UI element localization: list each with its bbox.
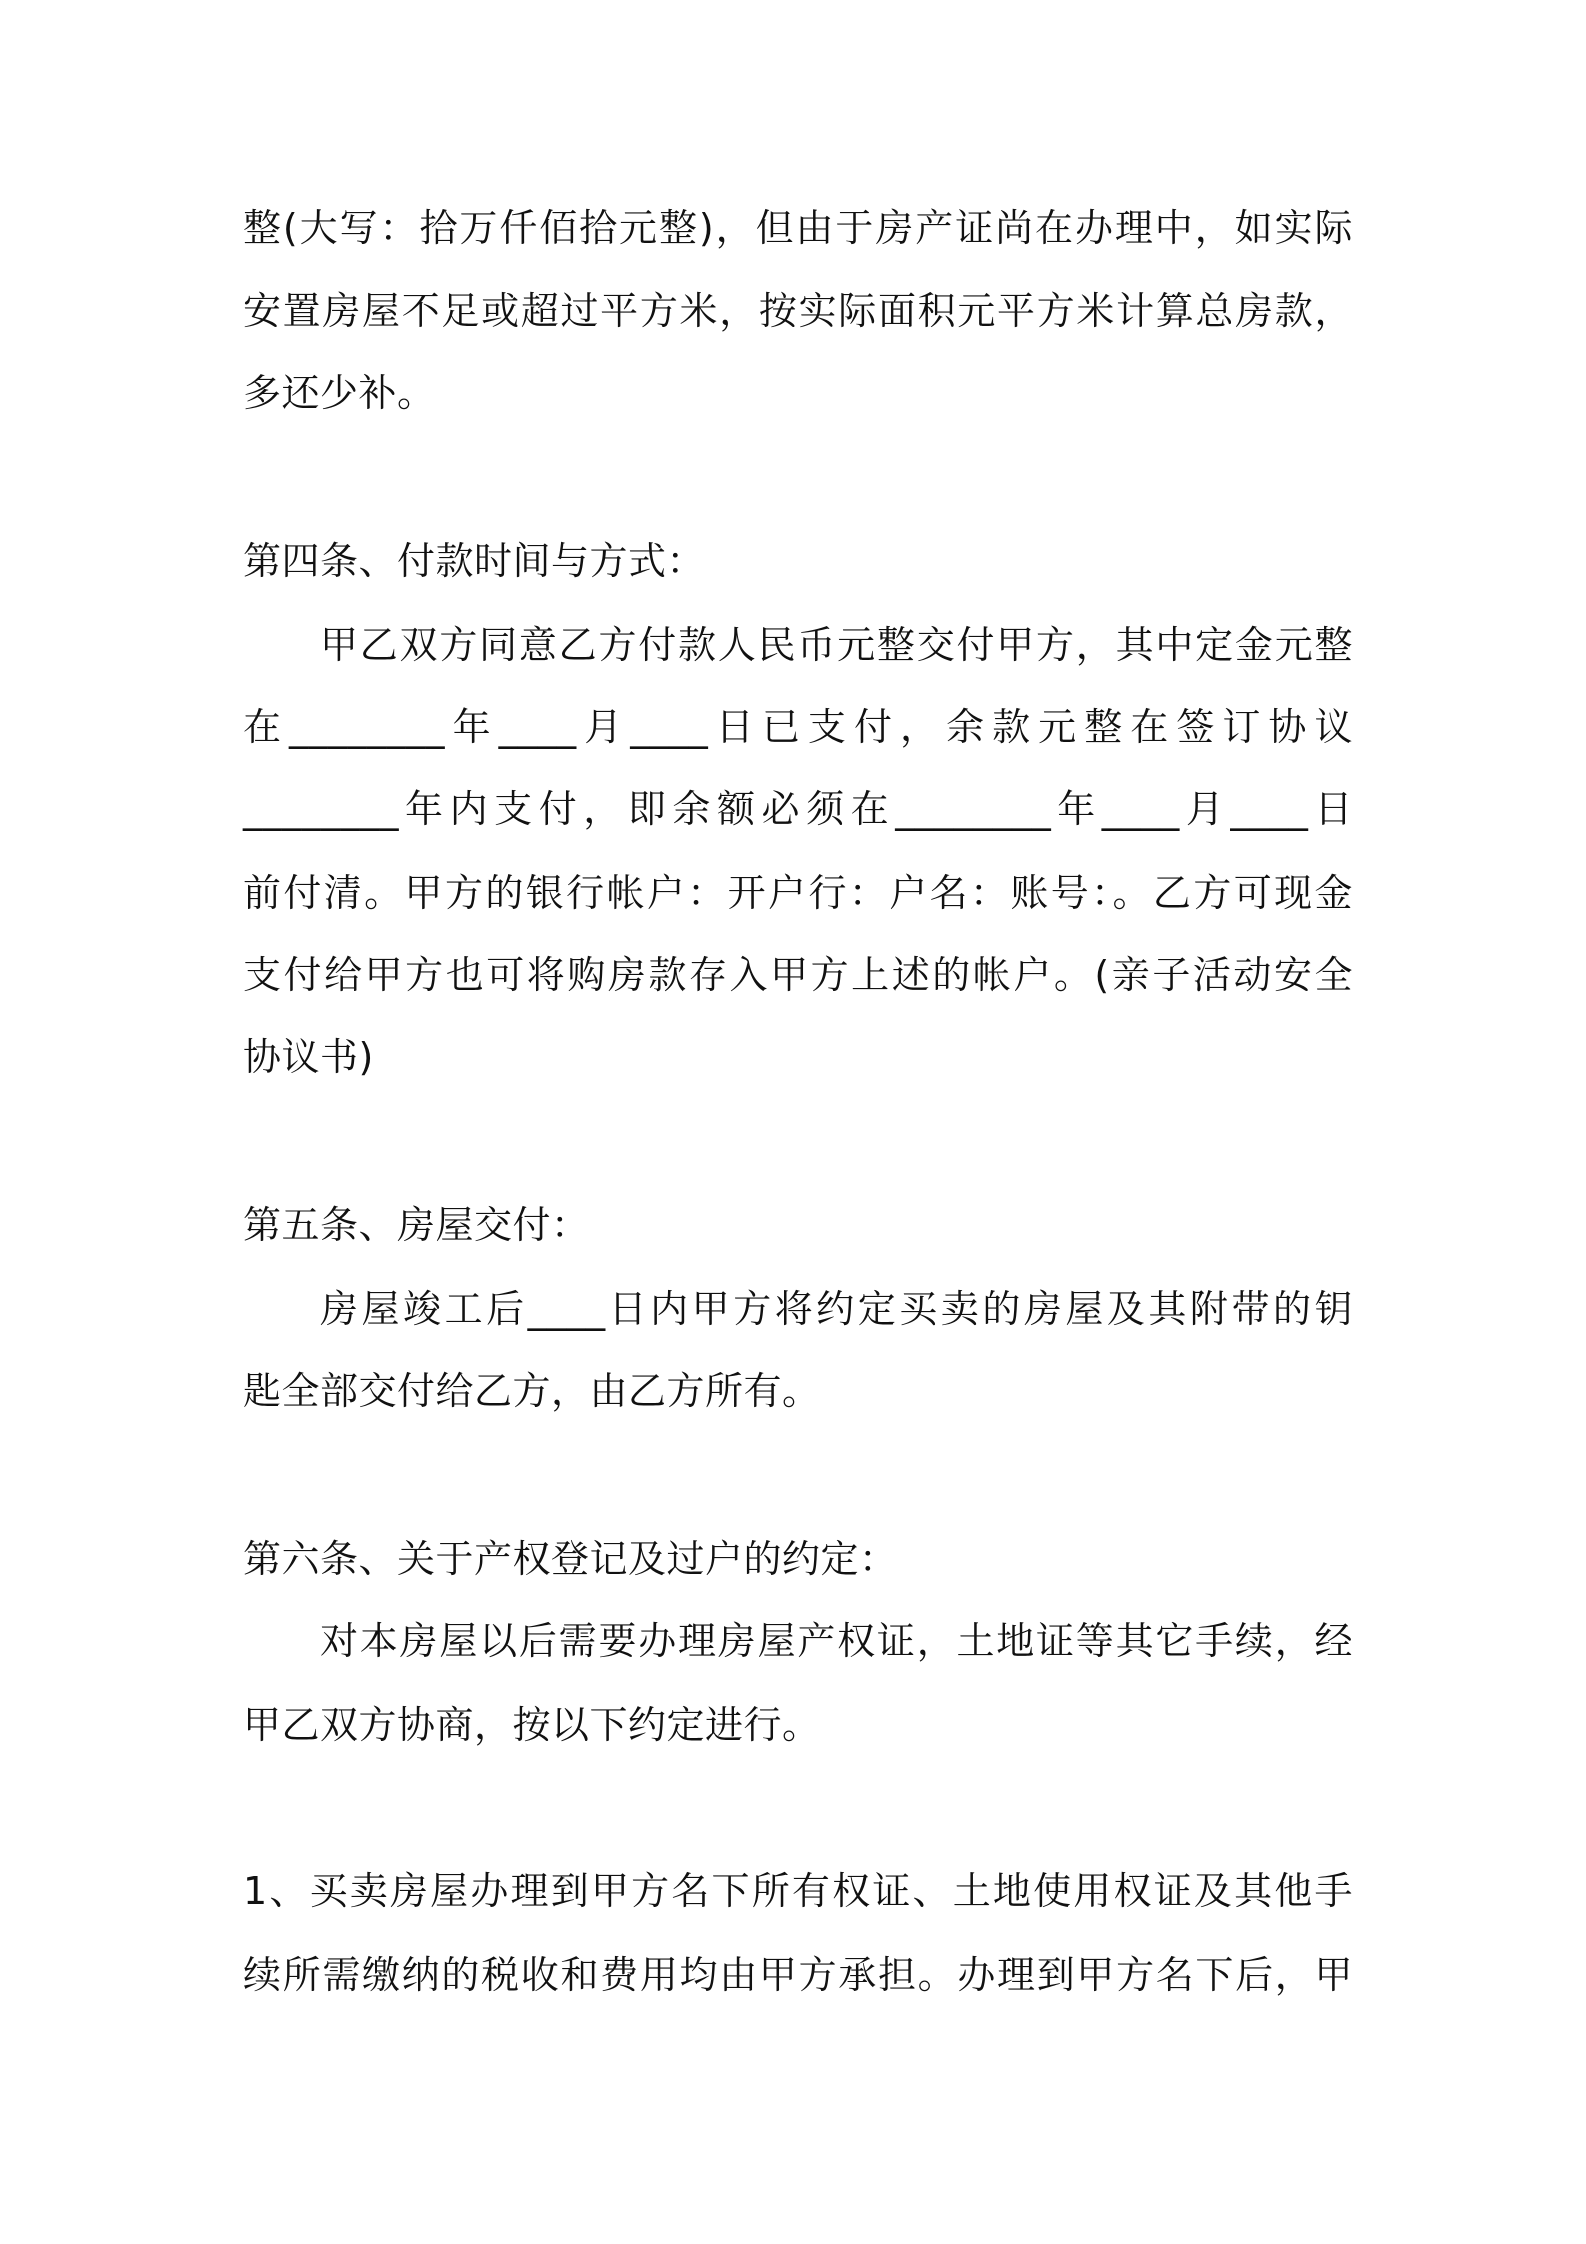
price-line-3: 多还少补。 [243, 371, 436, 415]
article-5-heading: 第五条、房屋交付： [243, 1203, 590, 1247]
clause-1-line-1: 1、买卖房屋办理到甲方名下所有权证、土地使用权证及其他手 [243, 1869, 1353, 1913]
article-4-line-2: 在________年____月____日已支付，余款元整在签订协议 [243, 705, 1353, 749]
article-6-line-1: 对本房屋以后需要办理房屋产权证，土地证等其它手续，经 [320, 1619, 1353, 1663]
article-5-line-2: 匙全部交付给乙方，由乙方所有。 [243, 1369, 821, 1413]
price-line-1: 整(大写：拾万仟佰拾元整)，但由于房产证尚在办理中，如实际 [243, 206, 1353, 250]
article-4-line-4: 前付清。甲方的银行帐户：开户行：户名：账号：。乙方可现金 [243, 871, 1353, 915]
article-4-line-5: 支付给甲方也可将购房款存入甲方上述的帐户。(亲子活动安全 [243, 953, 1353, 997]
article-4-line-1: 甲乙双方同意乙方付款人民币元整交付甲方，其中定金元整 [320, 623, 1353, 667]
article-4-line-3: ________年内支付，即余额必须在________年____月____日 [243, 787, 1353, 831]
article-4-line-6: 协议书) [243, 1035, 374, 1079]
article-4-heading: 第四条、付款时间与方式： [243, 539, 706, 583]
price-line-2: 安置房屋不足或超过平方米，按实际面积元平方米计算总房款， [243, 289, 1353, 333]
clause-1-line-2: 续所需缴纳的税收和费用均由甲方承担。办理到甲方名下后，甲 [243, 1953, 1353, 1997]
article-6-line-2: 甲乙双方协商，按以下约定进行。 [243, 1703, 821, 1747]
article-5-line-1: 房屋竣工后____日内甲方将约定买卖的房屋及其附带的钥 [320, 1287, 1353, 1331]
article-6-heading: 第六条、关于产权登记及过户的约定： [243, 1537, 898, 1581]
